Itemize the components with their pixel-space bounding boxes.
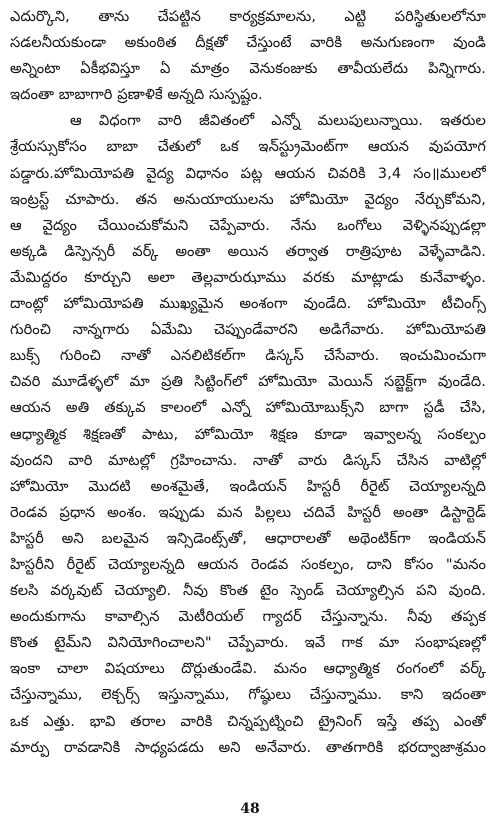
text-line: ఎదుర్కొని, తాను చేపట్టిన కార్యక్రమాలను, ఎట్టి పరిస్థితులలోనూ	[10, 8, 486, 25]
text-line: చివరి మూడేళ్ళలో మా ప్రతి సిట్టింగ్‌లో హోమియో మెయిన్ సబ్జెక్ట్‌గా వుండేది.	[10, 373, 486, 391]
text-line: ఆ విధంగా వారి జీవితంలో ఎన్నో మలుపులున్నాయి. ఇతరుల	[70, 112, 486, 130]
text-line: గురించి నాన్నగారు ఏమేమి చెప్పుండేవారని అడిగేవారు. హోమియోపతి	[10, 321, 486, 339]
text-line: ఇదంతా బాబాగారి ప్రణాళికే అన్నది సుస్పష్టం.	[10, 86, 263, 104]
paragraph-2	[10, 108, 486, 760]
text-line: అన్నింటా ఏకీభవిస్తూ ఏ మాత్రం వెనుకంజుకు తావీయలేదు పిన్నిగారు.	[10, 60, 486, 78]
text-line: చేస్తున్నాము, లెక్చర్స్ ఇస్తున్నాము, గోష్ఠులు చేస్తున్నాము. కాని ఇదంతా	[10, 686, 486, 704]
body-text	[10, 4, 486, 761]
text-line: ఇంట్రస్ట్ చూపారు. తన అనుయాయులను హోమియో వైద్యం నేర్చుకోమని,	[10, 190, 486, 208]
text-line: శ్రేయస్సుకోసం బాబా చేతులో ఒక ఇన్‌స్ట్రుమెంట్‌గా ఆయన వుపయోగ	[10, 138, 486, 156]
text-line: దాంట్లో హోమియోపతి ముఖ్యమైన అంశంగా వుండేది. హోమియో టీచింగ్స్	[10, 295, 486, 313]
paragraph-1	[10, 4, 486, 108]
text-line: సడలనీయకుండా అకుంఠిత దీక్షతో చేస్తుంటే వారికి అనుగుణంగా వుండి	[10, 34, 486, 52]
text-line: అందుకుగాను కావాల్సిన మెటీరియల్ గ్యాదర్ చేస్తున్నాను. నీవు తప్పక	[10, 608, 486, 626]
text-line: ఒక ఎత్తు. భావి తరాల వారికి చిన్నప్పట్నించి ట్రైనింగ్ ఇస్తే తప్ప ఎంతో	[10, 712, 486, 730]
text-line: మేమిద్దరం కూర్చుని అలా తెల్లవారుఝాము వరకు మాట్లాడు కునేవాళ్ళం.	[10, 268, 486, 286]
text-line: పడ్డారు.హోమియోపతి వైద్య విధానం పట్ల ఆయన చివరికి 3,4 సం॥ములలో	[10, 164, 486, 182]
text-line: కొంత టైమ్‌ని వినియోగించాలని" చెప్పేవారు. ఇవే గాక మా సంభాషణల్లో	[10, 634, 486, 652]
text-line: ఆధ్యాత్మిక శిక్షణతో పాటు, హోమియో శిక్షణ కూడా ఇవ్వాలన్న సంకల్పం	[10, 425, 486, 443]
text-line: ఇంకా చాలా విషయాలు దొర్లుతుండేవి. మనం ఆధ్యాత్మిక రంగంలో వర్క్	[10, 660, 486, 678]
text-line: కలసి వర్కవుట్ చెయ్యాలి. నీవు కొంత టైం స్పెండ్ చెయ్యాల్సిన పని వుంది.	[10, 582, 486, 600]
text-line: బుక్స్ గురించి నాతో ఎనలిటికల్‌గా డిస్కస్ చేసేవారు. ఇంచుమించుగా	[10, 347, 486, 365]
text-line: ఆ వైద్యం చేయించుకోమని చెప్పేవారు. నేను ఒంగోలు వెళ్ళినప్పుడల్లా	[10, 216, 486, 234]
text-line: వుందని వారి మాటల్లో గ్రహించాను. నాతో వారు డిస్కస్ చేసిన వాటిల్లో	[10, 451, 486, 469]
page-number: 48	[240, 801, 260, 817]
text-line: హిస్టరీ అని బలమైన ఇన్సిడెంట్స్‌తో, ఆధారాలతో అథెంటిక్‌గా ఇండియన్	[10, 529, 486, 547]
text-line: మార్పు రావడానికి సాధ్యపడదు అని అనేవారు. తాతగారికి భరద్వాజాశ్రమం	[10, 738, 486, 756]
text-line: హోమియో మొదటి అంశమైతే, ఇండియన్ హిస్టరీ రీరైట్ చెయ్యాలన్నది	[10, 477, 486, 495]
text-line: ఆయన అతి తక్కువ కాలంలో ఎన్నో హోమియోబుక్స్‌ని బాగా స్టడీ చేసి,	[10, 399, 486, 417]
text-line: అక్కడి డిస్పెన్సరీ వర్క్ అంతా అయిన తర్వాత రాత్రిపూట వెళ్ళేవాడిని.	[10, 242, 486, 260]
text-line: హిస్టరీని రీరైట్ చెయ్యాలన్నది ఆయన రెండవ సంకల్పం, దాని కోసం "మనం	[10, 555, 486, 573]
text-line: రెండవ ప్రధాన అంశం. ఇప్పుడు మన పిల్లలు చదివే హిస్టరీ అంతా డిస్టార్టెడ్	[10, 503, 486, 521]
